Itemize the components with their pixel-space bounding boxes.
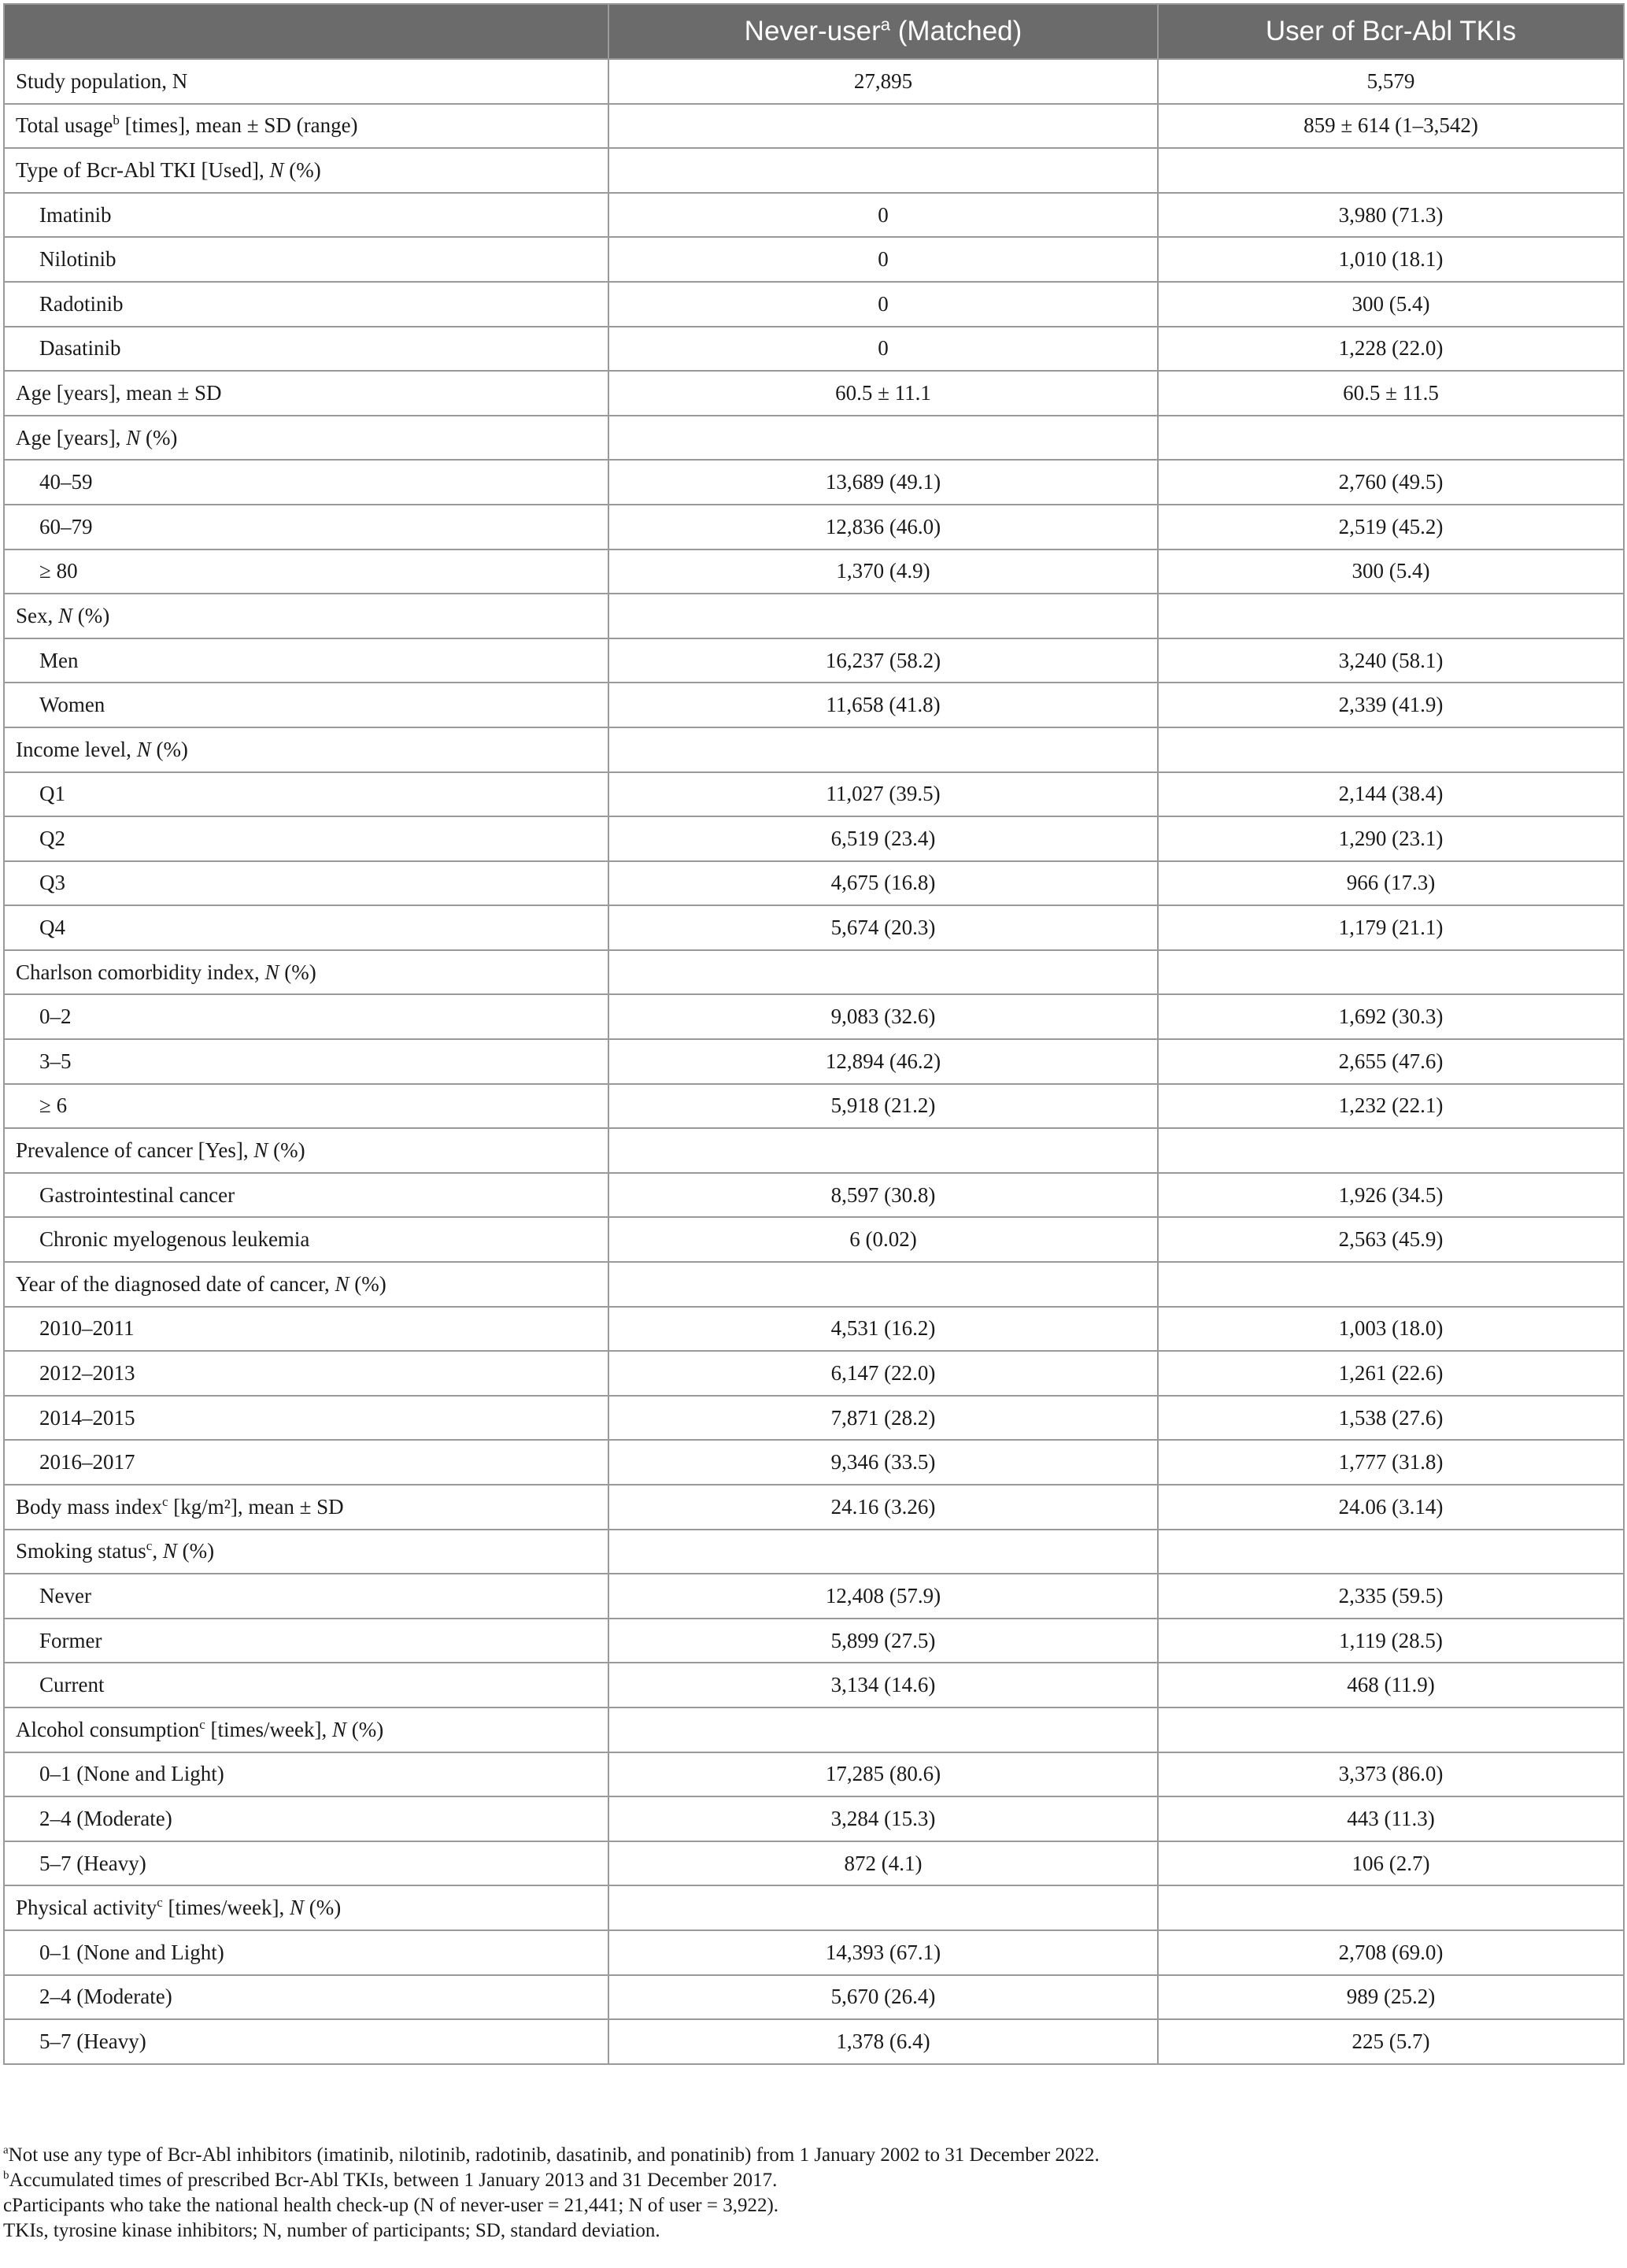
footnote-b: $^b$Accumulated times of prescribed Bcr-Abl TKIs, between 1 January 2013 and 31 December 2017.: [3, 2169, 778, 2191]
user-value: 859 ± 614 (1–3,542): [1158, 104, 1624, 149]
row-label: 0–1 (None and Light): [4, 1752, 608, 1797]
never-user-value: 24.16 (3.26): [608, 1485, 1158, 1530]
row-label: Never: [4, 1574, 608, 1619]
row-label: 2016–2017: [4, 1440, 608, 1485]
row-label: Women: [4, 683, 608, 727]
never-user-value: 9,083 (32.6): [608, 994, 1158, 1039]
user-value: 1,290 (23.1): [1158, 816, 1624, 861]
never-user-value: [608, 727, 1158, 772]
table-row: [4, 638, 1624, 683]
never-user-value: 11,658 (41.8): [608, 683, 1158, 727]
table-row: [4, 1128, 1624, 1173]
table-row: [4, 1262, 1624, 1307]
table-row: [4, 772, 1624, 817]
header-never-user: Never-user$^a$ (Matched): [608, 4, 1158, 59]
row-label: Men: [4, 638, 608, 683]
never-user-value: 9,346 (33.5): [608, 1440, 1158, 1485]
user-value: 1,119 (28.5): [1158, 1619, 1624, 1663]
table-row: [4, 861, 1624, 906]
row-label: Q4: [4, 905, 608, 950]
user-value: 443 (11.3): [1158, 1796, 1624, 1841]
row-label: Type of Bcr-Abl TKI [Used], N (%): [4, 148, 608, 193]
user-value: 2,563 (45.9): [1158, 1217, 1624, 1262]
user-value: 2,339 (41.9): [1158, 683, 1624, 727]
table-row: [4, 594, 1624, 638]
baseline-characteristics-table: [3, 3, 1625, 2065]
table-row: [4, 549, 1624, 594]
user-value: 106 (2.7): [1158, 1841, 1624, 1886]
table-row: [4, 371, 1624, 416]
table-row: [4, 148, 1624, 193]
row-label: Total usage$^b$ [times], mean ± SD (range): [4, 104, 608, 149]
user-value: 24.06 (3.14): [1158, 1485, 1624, 1530]
table-row: [4, 1752, 1624, 1797]
user-value: [1158, 594, 1624, 638]
row-label: Dasatinib: [4, 327, 608, 372]
table-row: [4, 1707, 1624, 1752]
user-value: [1158, 1128, 1624, 1173]
user-value: 2,708 (69.0): [1158, 1930, 1624, 1975]
user-value: [1158, 1707, 1624, 1752]
row-label: Age [years], mean ± SD: [4, 371, 608, 416]
user-value: 1,179 (21.1): [1158, 905, 1624, 950]
row-label: 5–7 (Heavy): [4, 2019, 608, 2064]
row-label: Sex, N (%): [4, 594, 608, 638]
table-row: [4, 1351, 1624, 1396]
table-row: [4, 1084, 1624, 1129]
table-row: [4, 1440, 1624, 1485]
row-label: 40–59: [4, 460, 608, 505]
table-row: [4, 816, 1624, 861]
never-user-value: 4,675 (16.8): [608, 861, 1158, 906]
never-user-value: 3,134 (14.6): [608, 1663, 1158, 1707]
header-row: [4, 4, 1624, 59]
table-row: [4, 1307, 1624, 1352]
never-user-value: 11,027 (39.5): [608, 772, 1158, 817]
row-label: 2–4 (Moderate): [4, 1796, 608, 1841]
table-row: [4, 1485, 1624, 1530]
footnote-c: cParticipants who take the national health check-up (N of never-user = 21,441; N of user = 3,922).: [3, 2195, 779, 2216]
row-label: Gastrointestinal cancer: [4, 1173, 608, 1218]
row-label: 3–5: [4, 1039, 608, 1084]
table-row: [4, 905, 1624, 950]
table-row: [4, 460, 1624, 505]
table-row: [4, 1975, 1624, 2020]
table-row: [4, 1663, 1624, 1707]
row-label: 2010–2011: [4, 1307, 608, 1352]
never-user-value: 4,531 (16.2): [608, 1307, 1158, 1352]
row-label: Radotinib: [4, 282, 608, 327]
row-label: ≥ 6: [4, 1084, 608, 1129]
row-label: 60–79: [4, 505, 608, 549]
user-value: 989 (25.2): [1158, 1975, 1624, 2020]
user-value: 1,777 (31.8): [1158, 1440, 1624, 1485]
table-container: [3, 3, 1623, 2065]
row-label: Q3: [4, 861, 608, 906]
user-value: 300 (5.4): [1158, 549, 1624, 594]
user-value: 60.5 ± 11.5: [1158, 371, 1624, 416]
row-label: 0–1 (None and Light): [4, 1930, 608, 1975]
never-user-value: 0: [608, 282, 1158, 327]
row-label: Smoking status$^c$, N (%): [4, 1530, 608, 1574]
user-value: [1158, 727, 1624, 772]
user-value: 1,692 (30.3): [1158, 994, 1624, 1039]
user-value: 2,335 (59.5): [1158, 1574, 1624, 1619]
table-row: [4, 327, 1624, 372]
user-value: [1158, 148, 1624, 193]
table-row: [4, 104, 1624, 149]
never-user-value: 5,918 (21.2): [608, 1084, 1158, 1129]
table-row: [4, 193, 1624, 238]
never-user-value: 1,370 (4.9): [608, 549, 1158, 594]
never-user-value: 5,899 (27.5): [608, 1619, 1158, 1663]
never-user-value: 12,894 (46.2): [608, 1039, 1158, 1084]
table-row: [4, 1885, 1624, 1930]
table-row: [4, 1574, 1624, 1619]
user-value: 2,655 (47.6): [1158, 1039, 1624, 1084]
never-user-value: 60.5 ± 11.1: [608, 371, 1158, 416]
table-row: [4, 683, 1624, 727]
table-row: [4, 59, 1624, 104]
table-row: [4, 1841, 1624, 1886]
table-row: [4, 237, 1624, 282]
row-label: Income level, N (%): [4, 727, 608, 772]
table-row: [4, 950, 1624, 995]
row-label: 2014–2015: [4, 1396, 608, 1441]
row-label: 5–7 (Heavy): [4, 1841, 608, 1886]
user-value: [1158, 1262, 1624, 1307]
row-label: Alcohol consumption$^c$ [times/week], N (%): [4, 1707, 608, 1752]
user-value: 468 (11.9): [1158, 1663, 1624, 1707]
table-row: [4, 1796, 1624, 1841]
never-user-value: 8,597 (30.8): [608, 1173, 1158, 1218]
row-label: Body mass index$^c$ [kg/m²], mean ± SD: [4, 1485, 608, 1530]
never-user-value: 5,670 (26.4): [608, 1975, 1158, 2020]
never-user-value: 0: [608, 193, 1158, 238]
never-user-value: [608, 1885, 1158, 1930]
table-row: [4, 727, 1624, 772]
row-label: 0–2: [4, 994, 608, 1039]
user-value: 225 (5.7): [1158, 2019, 1624, 2064]
user-value: 2,144 (38.4): [1158, 772, 1624, 817]
never-user-value: 14,393 (67.1): [608, 1930, 1158, 1975]
footnote-abbreviations: TKIs, tyrosine kinase inhibitors; N, number of participants; SD, standard deviation.: [3, 2220, 660, 2241]
never-user-value: 27,895: [608, 59, 1158, 104]
table-row: [4, 505, 1624, 549]
never-user-value: [608, 1262, 1158, 1307]
never-user-value: [608, 416, 1158, 461]
never-user-value: [608, 104, 1158, 149]
never-user-value: 12,836 (46.0): [608, 505, 1158, 549]
row-label: Physical activity$^c$ [times/week], N (%): [4, 1885, 608, 1930]
row-label: 2–4 (Moderate): [4, 1975, 608, 2020]
footnote-a: $^a$Not use any type of Bcr-Abl inhibitors (imatinib, nilotinib, radotinib, dasatinib, and ponatinib) from 1 January 2002 to 31 December 2022.: [3, 2144, 1100, 2166]
never-user-value: 6,519 (23.4): [608, 816, 1158, 861]
user-value: [1158, 416, 1624, 461]
user-value: 3,980 (71.3): [1158, 193, 1624, 238]
user-value: 966 (17.3): [1158, 861, 1624, 906]
never-user-value: 6,147 (22.0): [608, 1351, 1158, 1396]
row-label: Former: [4, 1619, 608, 1663]
user-value: 300 (5.4): [1158, 282, 1624, 327]
row-label: Q2: [4, 816, 608, 861]
user-value: 3,240 (58.1): [1158, 638, 1624, 683]
table-row: [4, 1173, 1624, 1218]
never-user-value: 872 (4.1): [608, 1841, 1158, 1886]
header-characteristic: [4, 4, 608, 59]
never-user-value: 0: [608, 237, 1158, 282]
header-user: User of Bcr-Abl TKIs: [1158, 4, 1624, 59]
table-footnotes: [3, 2143, 1623, 2244]
user-value: 1,003 (18.0): [1158, 1307, 1624, 1352]
never-user-value: [608, 1530, 1158, 1574]
row-label: Imatinib: [4, 193, 608, 238]
never-user-value: 13,689 (49.1): [608, 460, 1158, 505]
row-label: ≥ 80: [4, 549, 608, 594]
never-user-value: [608, 1707, 1158, 1752]
never-user-value: 6 (0.02): [608, 1217, 1158, 1262]
user-value: 3,373 (86.0): [1158, 1752, 1624, 1797]
user-value: 1,926 (34.5): [1158, 1173, 1624, 1218]
row-label: Nilotinib: [4, 237, 608, 282]
never-user-value: [608, 594, 1158, 638]
table-row: [4, 1039, 1624, 1084]
never-user-value: 12,408 (57.9): [608, 1574, 1158, 1619]
table-row: [4, 282, 1624, 327]
row-label: Study population, N: [4, 59, 608, 104]
user-value: 1,228 (22.0): [1158, 327, 1624, 372]
table-row: [4, 416, 1624, 461]
table-row: [4, 994, 1624, 1039]
never-user-value: 17,285 (80.6): [608, 1752, 1158, 1797]
table-row: [4, 1217, 1624, 1262]
row-label: Chronic myelogenous leukemia: [4, 1217, 608, 1262]
row-label: Q1: [4, 772, 608, 817]
table-row: [4, 1530, 1624, 1574]
table-row: [4, 1396, 1624, 1441]
user-value: 5,579: [1158, 59, 1624, 104]
never-user-value: [608, 950, 1158, 995]
never-user-value: 7,871 (28.2): [608, 1396, 1158, 1441]
row-label: Prevalence of cancer [Yes], N (%): [4, 1128, 608, 1173]
row-label: Charlson comorbidity index, N (%): [4, 950, 608, 995]
table-row: [4, 1930, 1624, 1975]
never-user-value: 1,378 (6.4): [608, 2019, 1158, 2064]
never-user-value: 5,674 (20.3): [608, 905, 1158, 950]
row-label: Year of the diagnosed date of cancer, N (%): [4, 1262, 608, 1307]
table-row: [4, 2019, 1624, 2064]
user-value: 1,232 (22.1): [1158, 1084, 1624, 1129]
never-user-value: 0: [608, 327, 1158, 372]
row-label: Current: [4, 1663, 608, 1707]
user-value: [1158, 1530, 1624, 1574]
user-value: 2,760 (49.5): [1158, 460, 1624, 505]
never-user-value: [608, 148, 1158, 193]
never-user-value: 3,284 (15.3): [608, 1796, 1158, 1841]
user-value: [1158, 1885, 1624, 1930]
user-value: 1,538 (27.6): [1158, 1396, 1624, 1441]
user-value: 1,261 (22.6): [1158, 1351, 1624, 1396]
row-label: Age [years], N (%): [4, 416, 608, 461]
row-label: 2012–2013: [4, 1351, 608, 1396]
user-value: 1,010 (18.1): [1158, 237, 1624, 282]
user-value: [1158, 950, 1624, 995]
user-value: 2,519 (45.2): [1158, 505, 1624, 549]
never-user-value: 16,237 (58.2): [608, 638, 1158, 683]
never-user-value: [608, 1128, 1158, 1173]
table-row: [4, 1619, 1624, 1663]
